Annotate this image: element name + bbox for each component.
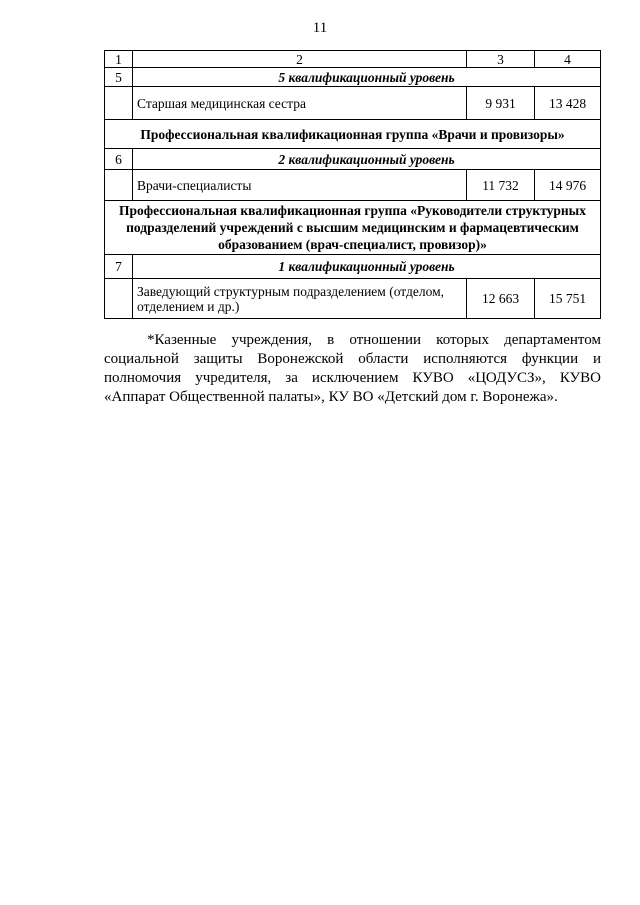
level-number: 6: [105, 149, 133, 170]
level-number: 7: [105, 255, 133, 279]
level-row: [105, 68, 601, 87]
value-col3: 9 931: [467, 87, 535, 120]
group-label: Профессиональная квалификационная группа «Руководители структурных подразделений учреждений с высшим медицинским и фармацевтическим образованием (врач-специалист, провизор)»: [105, 201, 601, 255]
level-label: 2 квалификационный уровень: [133, 149, 601, 170]
group-row: [105, 201, 601, 255]
header-cell-3: 3: [467, 51, 535, 68]
header-cell-4: 4: [535, 51, 601, 68]
level-number: 5: [105, 68, 133, 87]
position-name: Заведующий структурным подразделением (отделом, отделением и др.): [133, 279, 467, 319]
group-row: [105, 120, 601, 149]
value-col4: 15 751: [535, 279, 601, 319]
salary-table: [104, 50, 601, 319]
value-col4: 14 976: [535, 170, 601, 201]
table-row: [105, 87, 601, 120]
header-cell-2: 2: [133, 51, 467, 68]
header-row: [105, 51, 601, 68]
value-col4: 13 428: [535, 87, 601, 120]
row-number-cell: [105, 279, 133, 319]
page-number: 11: [312, 20, 328, 36]
table-row: [105, 170, 601, 201]
level-label: 5 квалификационный уровень: [133, 68, 601, 87]
header-cell-1: 1: [105, 51, 133, 68]
value-col3: 12 663: [467, 279, 535, 319]
table-row: [105, 279, 601, 319]
row-number-cell: [105, 87, 133, 120]
value-col3: 11 732: [467, 170, 535, 201]
level-label: 1 квалификационный уровень: [133, 255, 601, 279]
level-row: [105, 149, 601, 170]
row-number-cell: [105, 170, 133, 201]
position-name: Старшая медицинская сестра: [133, 87, 467, 120]
level-row: [105, 255, 601, 279]
group-label: Профессиональная квалификационная группа «Врачи и провизоры»: [105, 120, 601, 149]
position-name: Врачи-специалисты: [133, 170, 467, 201]
footnote: *Казенные учреждения, в отношении которых департаментом социальной защиты Воронежской области исполняются функции и полномочия учредителя, за исключением КУВО «ЦОДУСЗ», КУВО «Аппарат Общественной палаты», КУ ВО «Детский дом г. Воронежа».: [104, 332, 601, 405]
